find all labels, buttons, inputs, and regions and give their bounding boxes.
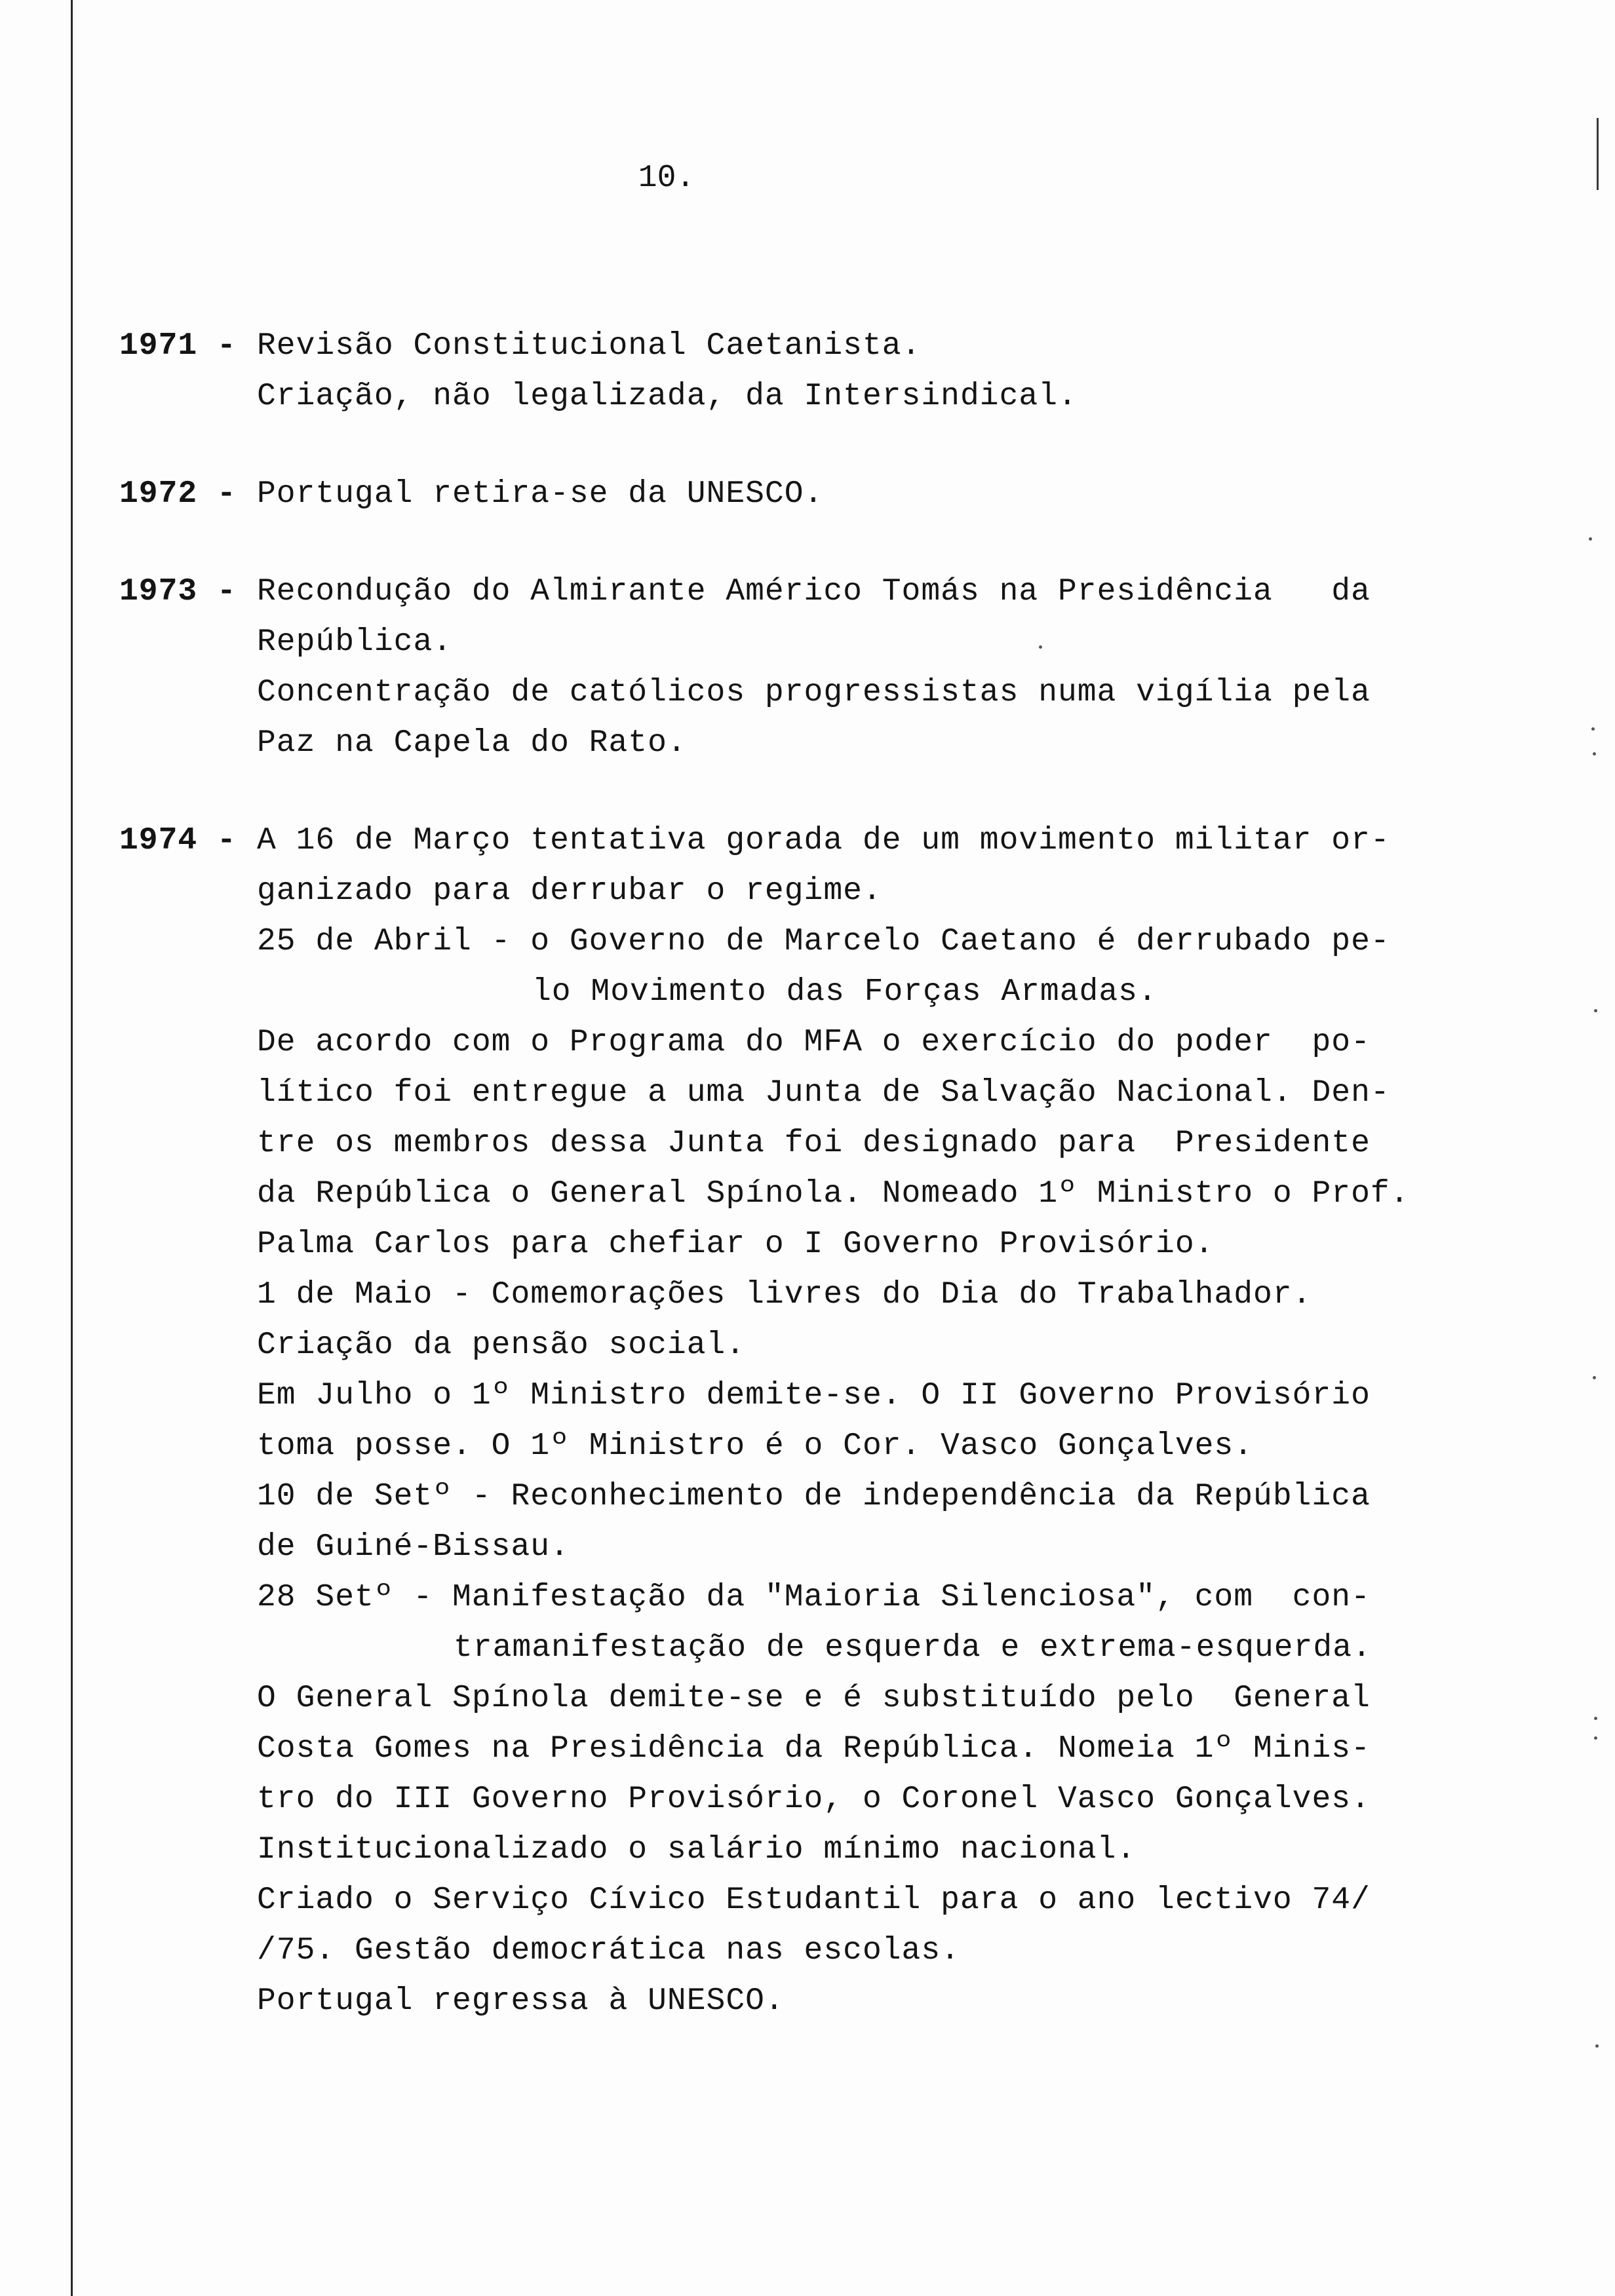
entry-line: Portugal regressa à UNESCO. xyxy=(257,1983,785,2019)
entry-line: ganizado para derrubar o regime. xyxy=(257,873,882,909)
entry-line: de Guiné-Bissau. xyxy=(257,1529,570,1565)
entry-line: Concentração de católicos progressistas numa vigília pela xyxy=(257,675,1371,710)
page-number: 10. xyxy=(638,161,695,196)
entry-year: 1971 - xyxy=(119,328,237,364)
chronology-entry-1972 xyxy=(119,469,1378,520)
scan-speck xyxy=(1594,1736,1597,1740)
entry-line: República. xyxy=(257,624,453,660)
scan-speck xyxy=(1594,1009,1597,1012)
entry-line: Palma Carlos para chefiar o I Governo Provisório. xyxy=(257,1227,1215,1262)
entry-line: lo Movimento das Forças Armadas. xyxy=(532,974,1158,1010)
chronology-list xyxy=(119,321,1410,2074)
entry-line: 28 Setº - Manifestação da "Maioria Silenciosa", com con- xyxy=(257,1580,1371,1615)
entry-line: Costa Gomes na Presidência da República. Nomeia 1º Minis- xyxy=(257,1731,1371,1767)
scan-speck xyxy=(1589,537,1592,541)
entry-line: 1 de Maio - Comemorações livres do Dia do Trabalhador. xyxy=(257,1277,1312,1312)
entry-line: De acordo com o Programa do MFA o exercício do poder po- xyxy=(257,1025,1371,1060)
chronology-entry-1973 xyxy=(119,567,1378,769)
entry-line: Paz na Capela do Rato. xyxy=(257,725,687,761)
entry-year: 1972 - xyxy=(119,476,237,512)
entry-line: 10 de Setº - Reconhecimento de independência da República xyxy=(257,1479,1371,1514)
entry-line: tramanifestação de esquerda e extrema-esquerda. xyxy=(454,1630,1372,1666)
entry-line: Recondução do Almirante Américo Tomás na Presidência da xyxy=(257,574,1371,609)
entry-line: O General Spínola demite-se e é substituído pelo General xyxy=(257,1681,1371,1716)
entry-line: lítico foi entregue a uma Junta de Salvação Nacional. Den- xyxy=(257,1075,1390,1111)
scan-speck xyxy=(1593,1376,1596,1379)
entry-year: 1973 - xyxy=(119,574,237,609)
entry-line: Criação, não legalizada, da Intersindical. xyxy=(257,379,1078,414)
entry-line: tro do III Governo Provisório, o Coronel Vasco Gonçalves. xyxy=(257,1782,1371,1817)
scan-speck xyxy=(1593,752,1596,756)
chronology-entry-1974 xyxy=(119,816,1410,2027)
scan-speck xyxy=(1591,727,1595,731)
entry-line: toma posse. O 1º Ministro é o Cor. Vasco Gonçalves. xyxy=(257,1428,1254,1464)
entry-line: Em Julho o 1º Ministro demite-se. O II Governo Provisório xyxy=(257,1378,1371,1413)
scan-speck xyxy=(1595,2044,1599,2048)
entry-year: 1974 - xyxy=(119,823,237,858)
entry-line: A 16 de Março tentativa gorada de um movimento militar or- xyxy=(257,823,1390,858)
chronology-entry-1971 xyxy=(119,321,1378,422)
entry-line: Revisão Constitucional Caetanista. xyxy=(257,328,922,364)
left-margin-line xyxy=(71,0,73,2296)
entry-line: 25 de Abril - o Governo de Marcelo Caetano é derrubado pe- xyxy=(257,924,1390,959)
entry-line: Portugal retira-se da UNESCO. xyxy=(257,476,824,512)
scan-speck xyxy=(1594,1717,1597,1720)
entry-line: tre os membros dessa Junta foi designado para Presidente xyxy=(257,1126,1371,1161)
entry-line: Institucionalizado o salário mínimo nacional. xyxy=(257,1832,1137,1867)
entry-line: da República o General Spínola. Nomeado 1º Ministro o Prof. xyxy=(257,1176,1410,1212)
entry-line: Criação da pensão social. xyxy=(257,1328,746,1363)
entry-line: /75. Gestão democrática nas escolas. xyxy=(257,1933,960,1968)
entry-line: Criado o Serviço Cívico Estudantil para o ano lectivo 74/ xyxy=(257,1883,1371,1918)
